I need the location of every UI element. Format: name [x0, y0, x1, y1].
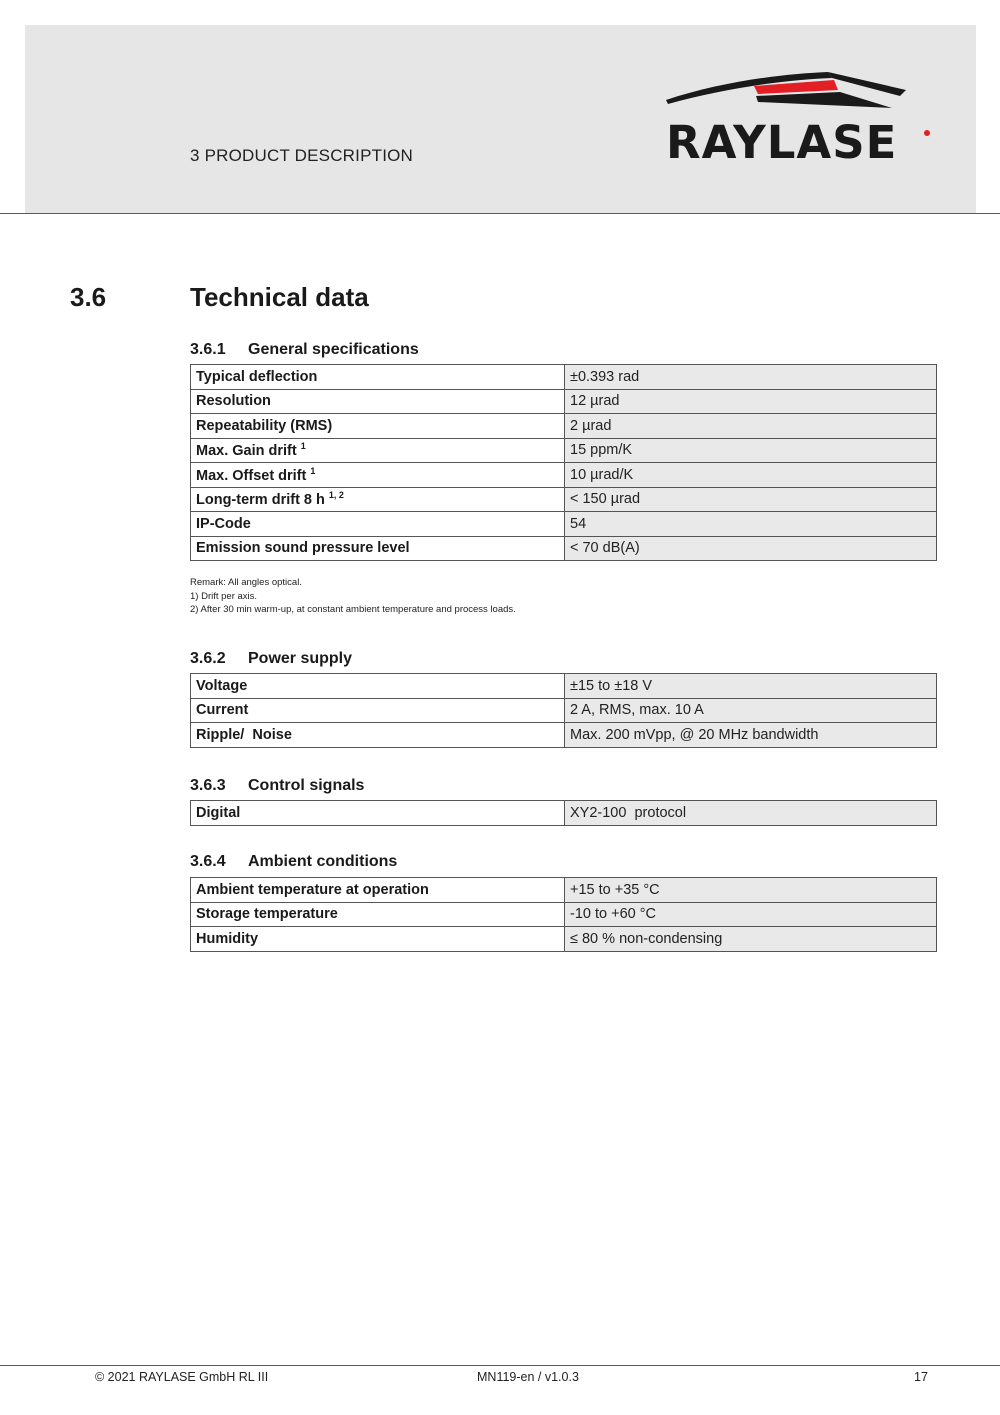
spec-value: +15 to +35 °C: [565, 878, 937, 903]
table-row: [191, 878, 937, 903]
raylase-logo: [660, 68, 940, 178]
spec-label: Humidity: [191, 927, 565, 952]
spec-value: ≤ 80 % non-condensing: [565, 927, 937, 952]
subsection-control-heading: [190, 777, 364, 795]
header-rule: [0, 213, 1000, 214]
subsection-ambient-heading: [190, 853, 397, 871]
spec-value: XY2-100 protocol: [565, 801, 937, 826]
label-text: Max. Gain drift: [196, 443, 297, 460]
chapter-title: 3 PRODUCT DESCRIPTION: [190, 146, 414, 165]
spec-value: -10 to +60 °C: [565, 902, 937, 927]
spec-value: < 150 µrad: [565, 487, 937, 512]
spec-value: 12 µrad: [565, 389, 937, 414]
control-spec-table: [190, 800, 937, 826]
spec-label: [191, 487, 565, 512]
subsection-title: Control signals: [248, 777, 365, 794]
subsection-number: 3.6.3: [190, 777, 226, 794]
table-row: [191, 927, 937, 952]
footnote-ref: 1, 2: [328, 490, 344, 501]
label-text: Long-term drift 8 h: [196, 492, 325, 509]
label-text: Emission sound pressure level: [196, 540, 410, 557]
footer-rule: [0, 1365, 1000, 1366]
label-text: IP-Code: [196, 515, 251, 532]
spec-label: Ripple/ Noise: [191, 723, 565, 748]
spec-label: [191, 512, 565, 537]
table-row: [191, 414, 937, 439]
footnotes: [190, 576, 516, 617]
spec-label: Voltage: [191, 674, 565, 699]
general-spec-table: [190, 364, 937, 561]
table-row: [191, 698, 937, 723]
spec-value: 54: [565, 512, 937, 537]
spec-value: Max. 200 mVpp, @ 20 MHz bandwidth: [565, 723, 937, 748]
section-number: 3.6: [70, 282, 107, 312]
spec-label: [191, 414, 565, 439]
spec-label: Storage temperature: [191, 902, 565, 927]
footer-copyright: © 2021 RAYLASE GmbH RL III: [95, 1370, 269, 1384]
table-row: [191, 463, 937, 488]
table-row: [191, 536, 937, 561]
spec-value: ±15 to ±18 V: [565, 674, 937, 699]
table-row: [191, 674, 937, 699]
subsection-title: Ambient conditions: [248, 853, 398, 870]
table-row: [191, 487, 937, 512]
spec-label: Current: [191, 698, 565, 723]
subsection-general-heading: [190, 341, 419, 359]
spec-label: [191, 365, 565, 390]
power-spec-table: [190, 673, 937, 748]
table-row: [191, 801, 937, 826]
spec-label: Ambient temperature at operation: [191, 878, 565, 903]
label-text: Typical deflection: [196, 368, 318, 385]
footer-doc-id: MN119-en / v1.0.3: [477, 1370, 579, 1384]
label-text: Resolution: [196, 393, 271, 410]
spec-label: [191, 536, 565, 561]
table-row: [191, 512, 937, 537]
subsection-title: Power supply: [248, 650, 353, 667]
label-text: Repeatability (RMS): [196, 417, 333, 434]
note-remark: Remark: All angles optical.: [190, 577, 302, 588]
spec-value: ±0.393 rad: [565, 365, 937, 390]
table-row: [191, 438, 937, 463]
note-2: 2) After 30 min warm-up, at constant ambient temperature and process loads.: [190, 604, 516, 615]
note-1: 1) Drift per axis.: [190, 590, 258, 602]
footer-page-number: 17: [914, 1370, 928, 1384]
ambient-spec-table: [190, 877, 937, 952]
spec-value: 2 A, RMS, max. 10 A: [565, 698, 937, 723]
table-row: [191, 365, 937, 390]
section-title: Technical data: [190, 282, 369, 312]
footnote-ref: 1: [300, 441, 306, 452]
subsection-number: 3.6.1: [190, 341, 226, 358]
logo-dot: [924, 130, 930, 136]
spec-value: < 70 dB(A): [565, 536, 937, 561]
subsection-number: 3.6.4: [190, 853, 226, 870]
spec-value: 2 µrad: [565, 414, 937, 439]
spec-label: Digital: [191, 801, 565, 826]
footnote-ref: 1: [310, 465, 316, 476]
spec-label: [191, 438, 565, 463]
spec-value: 10 µrad/K: [565, 463, 937, 488]
spec-label: [191, 389, 565, 414]
table-row: [191, 902, 937, 927]
subsection-power-heading: [190, 650, 352, 668]
table-row: [191, 723, 937, 748]
logo-wordmark: RAYLASE: [666, 116, 898, 169]
label-text: Max. Offset drift: [196, 467, 307, 484]
spec-label: [191, 463, 565, 488]
table-row: [191, 389, 937, 414]
subsection-title: General specifications: [248, 341, 419, 358]
spec-value: 15 ppm/K: [565, 438, 937, 463]
subsection-number: 3.6.2: [190, 650, 226, 667]
